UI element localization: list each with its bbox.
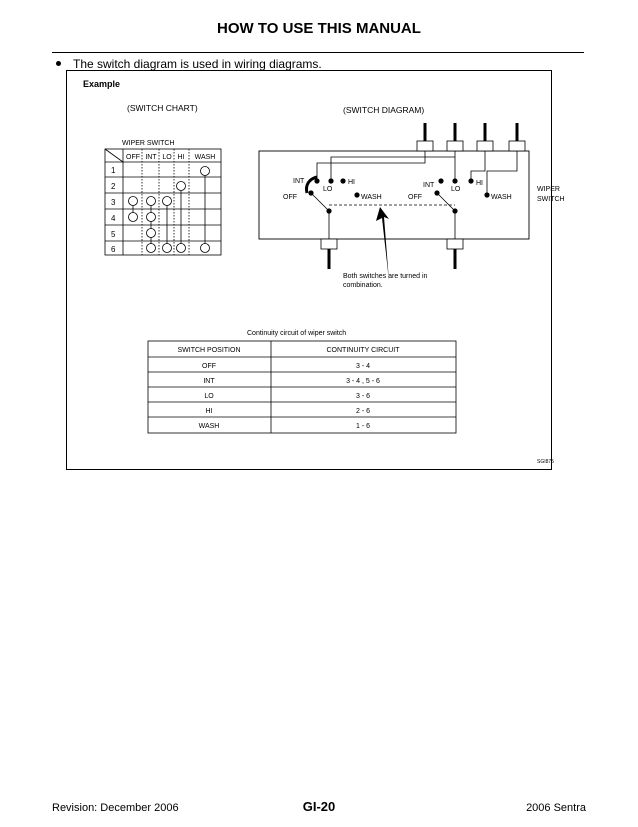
switch-chart-title: (SWITCH CHART) [127,103,198,113]
chart-column-headers [126,154,215,161]
label-int-left: INT [293,178,305,185]
table-row-lo-position: LO [204,393,214,400]
switch-diagram [259,123,529,281]
terminal-2 [477,141,493,151]
label-wash-right: WASH [491,194,512,201]
side-label-line-1: WIPER [537,186,560,193]
diagram-contacts [308,178,489,213]
table-row-hi-circuit: 2 - 6 [355,408,371,415]
side-label-line-2: SWITCH [537,196,565,203]
table-row-hi-position: HI [205,408,213,415]
note-line-1: Both switches are turned in [343,273,428,280]
chart-row-4: 4 [111,214,116,223]
diagram-note [343,273,429,289]
table-header-position: SWITCH POSITION [177,347,241,354]
table-row-off-position: OFF [202,363,216,370]
chart-col-int: INT [145,154,157,161]
chart-row-2: 2 [111,182,116,191]
terminal-3 [447,141,463,151]
terminal-1 [509,141,525,151]
terminal-6 [447,239,463,249]
note-line-2: combination. [343,282,383,289]
table-row-int-position: INT [203,378,215,385]
switch-labels-right [408,180,512,201]
terminal-5 [417,141,433,151]
continuity-caption: Continuity circuit of wiper switch [247,330,347,337]
wiper-switch-figure [67,71,565,469]
chart-col-off: OFF [126,154,140,161]
wiper-switch-caption: WIPER SWITCH [122,140,175,147]
label-hi-right: HI [476,180,483,187]
chart-row-6: 6 [111,245,116,254]
label-lo-right: LO [451,186,461,193]
label-off-left: OFF [283,194,297,201]
table-header-circuit: CONTINUITY CIRCUIT [326,347,400,354]
table-row-off-circuit: 3 - 4 [355,363,371,370]
table-row-lo-circuit: 3 - 6 [355,393,371,400]
figure-code: SGI875 [537,459,554,465]
chart-col-lo: LO [162,154,172,161]
header-rule [52,52,584,53]
switch-diagram-title: (SWITCH DIAGRAM) [343,105,425,115]
terminal-4 [321,239,337,249]
chart-connections [129,167,210,253]
table-row-int-circuit: 3 - 4 , 5 - 6 [346,378,380,385]
chart-col-hi: HI [177,154,185,161]
continuity-table [148,341,456,433]
chart-row-3: 3 [111,198,116,207]
footer-model: 2006 Sentra [526,802,586,814]
bullet-dot [56,61,61,66]
intro-text: The switch diagram is used in wiring diagrams. [73,57,322,71]
table-row-wash-position: WASH [198,423,220,430]
label-off-right: OFF [408,194,422,201]
table-row-wash-circuit: 1 - 6 [355,423,371,430]
chart-row-1: 1 [111,166,116,175]
note-arrow [376,207,389,281]
continuity-table-text [178,347,401,430]
label-wash-left: WASH [361,194,382,201]
label-int-right: INT [423,182,435,189]
page-title: HOW TO USE THIS MANUAL [217,20,421,37]
chart-col-wash: WASH [194,154,216,161]
example-label: Example [83,79,121,89]
label-hi-left: HI [348,179,355,186]
footer-page-number: GI-20 [302,799,336,814]
label-lo-left: LO [323,186,333,193]
wiper-switch-side-label [537,186,565,203]
figure-box [66,70,565,470]
footer-revision: Revision: December 2006 [52,802,179,814]
chart-row-5: 5 [111,230,116,239]
intro-bullet [56,57,322,71]
